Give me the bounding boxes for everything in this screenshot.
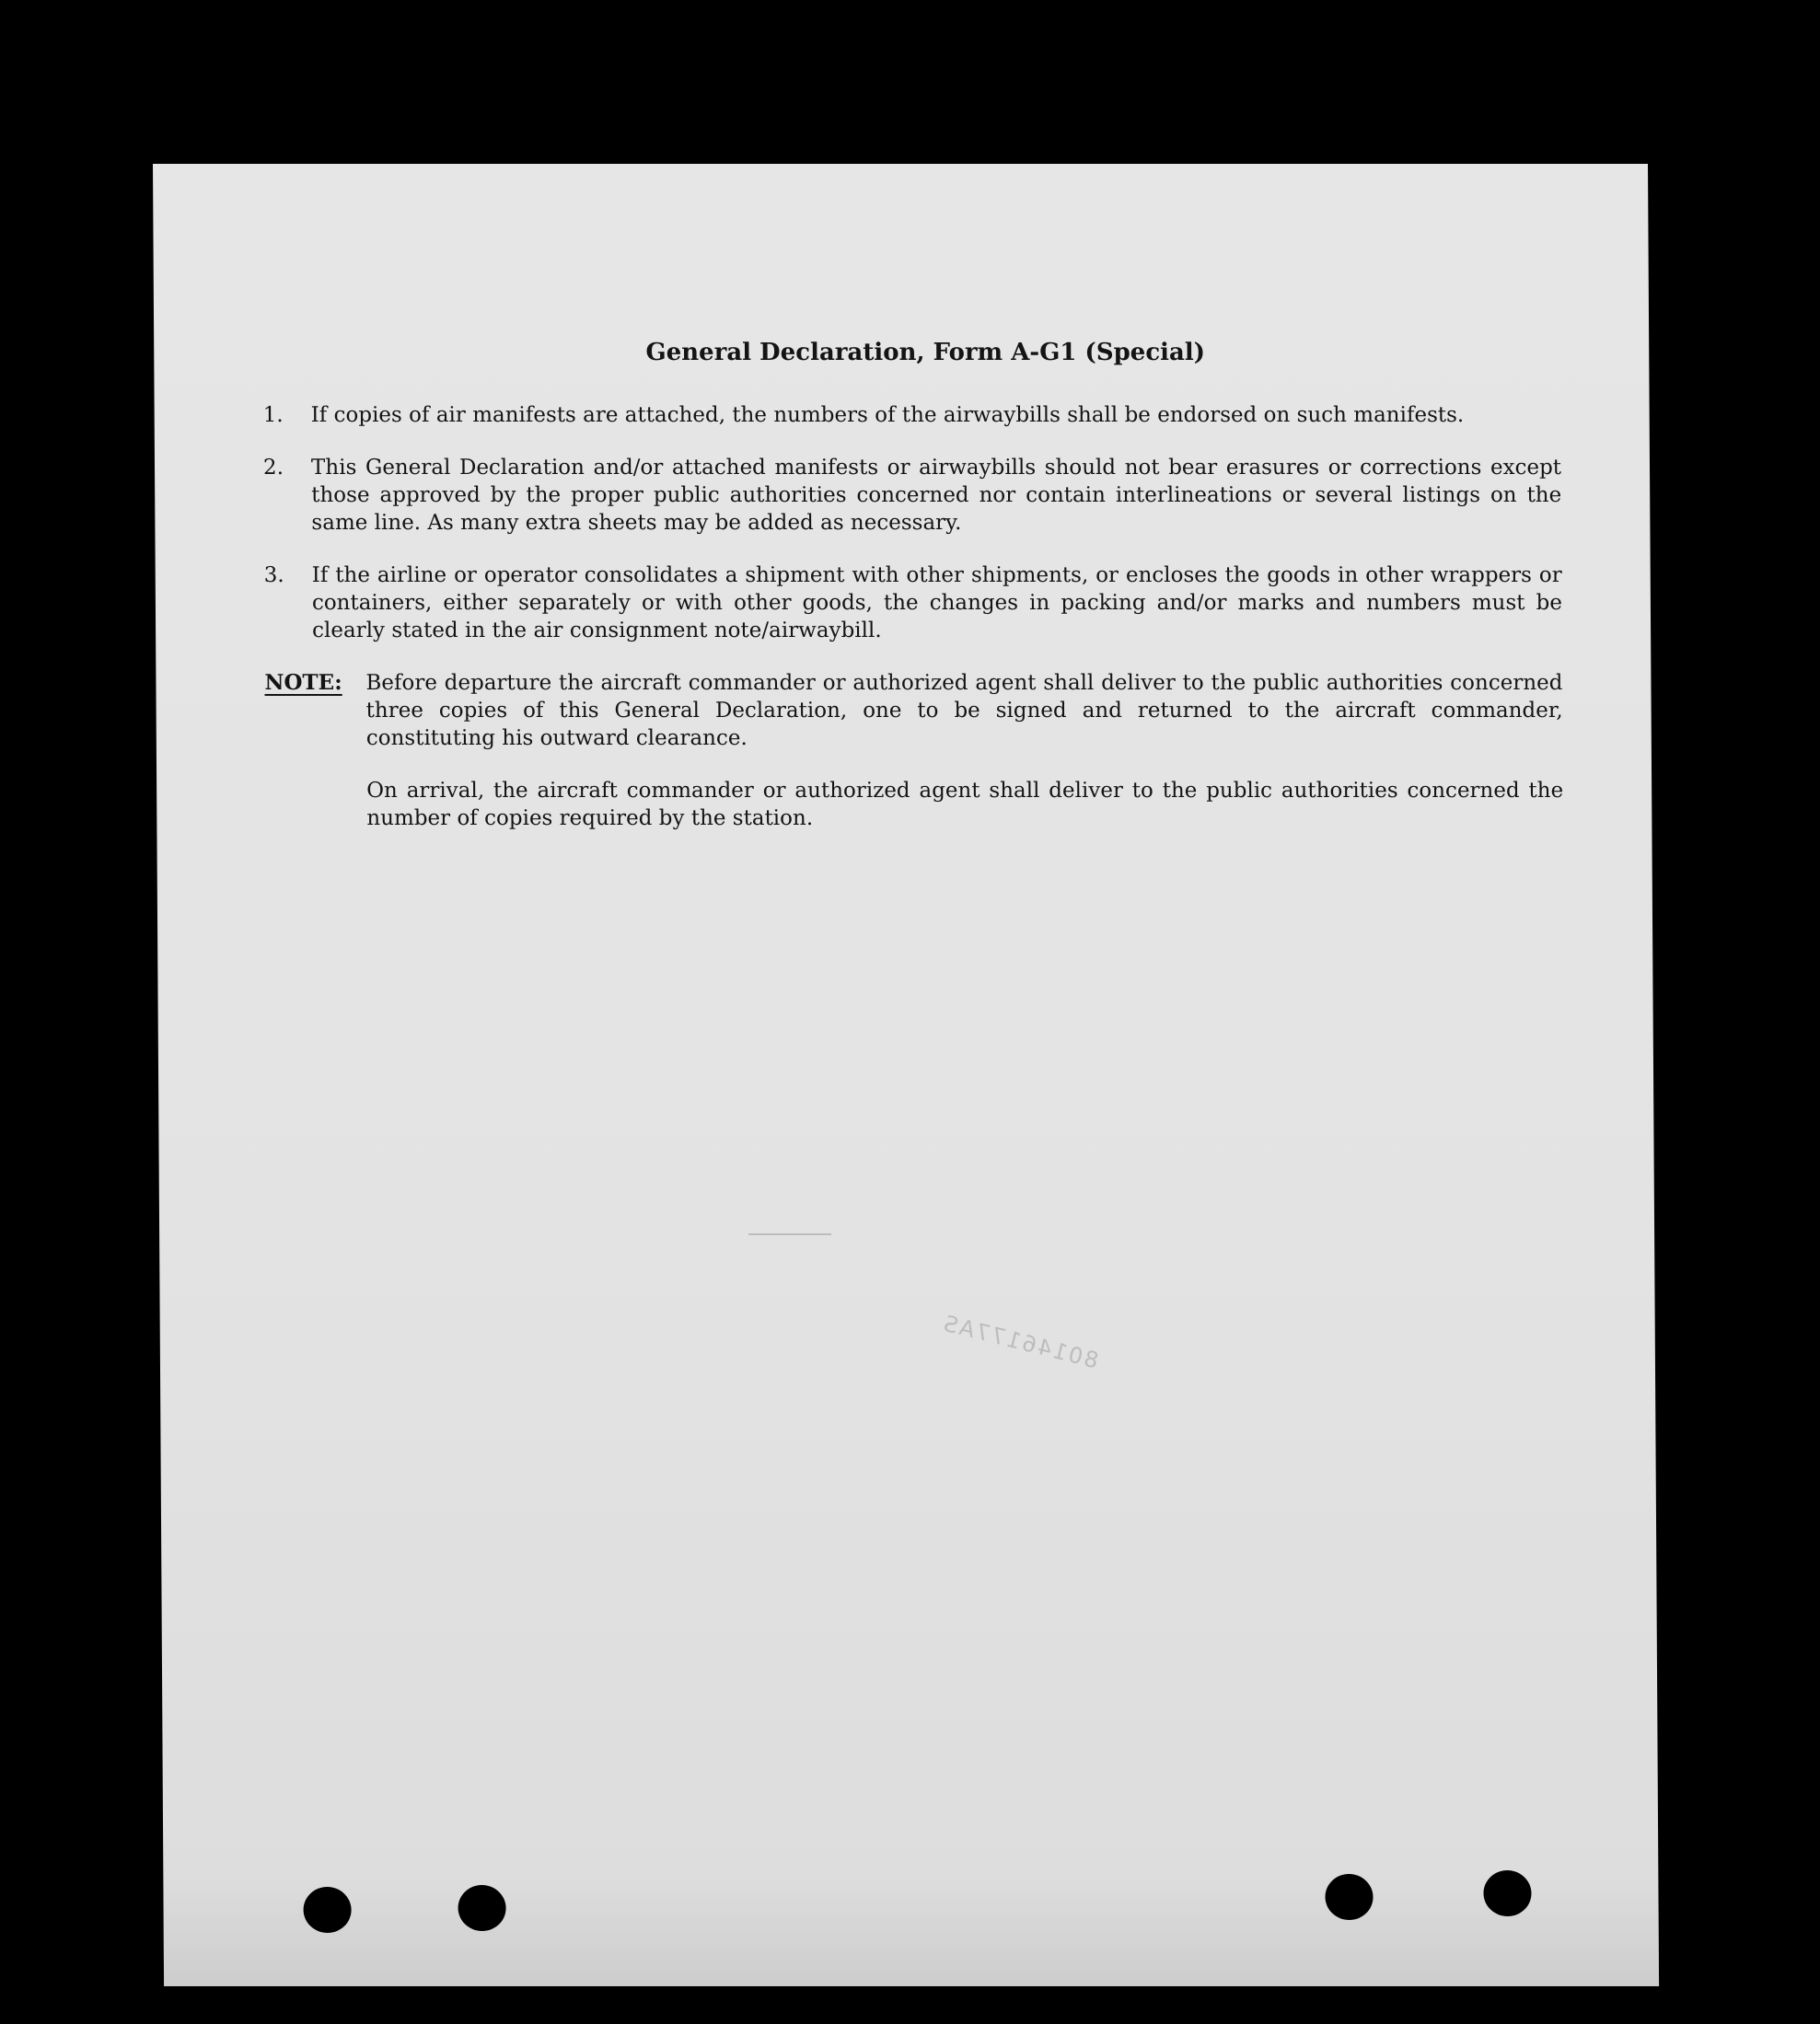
- item-text: This General Declaration and/or attached manifests or airwaybills should not bear erasures or corrections except those approved by the proper public authorities concerned nor contain interlineations or several listings on the same line. As many extra sheets may be added as necessary.: [310, 456, 1562, 535]
- note-body: [365, 669, 1563, 857]
- item-number: 2.: [262, 456, 284, 480]
- punch-hole: [458, 1885, 505, 1931]
- faint-rule: [748, 1233, 831, 1235]
- faded-stamp: 80146177AS: [939, 1310, 1102, 1374]
- note-section: [264, 669, 1563, 857]
- note-paragraph: Before departure the aircraft commander or authorized agent shall deliver to the public authorities concerned three copies of this General Declaration, one to be signed and returned to the aircraft commander, constituting his outward clearance.: [365, 671, 1563, 750]
- punch-hole: [1483, 1870, 1531, 1916]
- list-item: [263, 454, 1562, 537]
- punch-hole: [303, 1887, 351, 1933]
- bottom-smudge: [163, 1876, 1659, 1986]
- document-title: General Declaration, Form A-G1 (Special): [645, 339, 1206, 366]
- item-text: If copies of air manifests are attached, the numbers of the airwaybills shall be endorsed on such manifests.: [310, 403, 1465, 427]
- list-item: [263, 401, 1561, 429]
- list-item: [264, 561, 1563, 644]
- item-number: 3.: [263, 563, 284, 587]
- note-paragraph: On arrival, the aircraft commander or authorized agent shall deliver to the public authorities concerned the number of copies required by the station.: [366, 779, 1564, 830]
- document-page: [153, 164, 1659, 1986]
- item-text: If the airline or operator consolidates a shipment with other shipments, or encloses the goods in other wrappers or containers, either separately or with other goods, the changes in packing and/or marks and numbers must be clearly stated in the air consignment note/airwaybill.: [311, 563, 1562, 642]
- note-label: NOTE:: [264, 670, 342, 695]
- item-number: 1.: [262, 403, 284, 427]
- document-content: [262, 339, 1563, 857]
- punch-hole: [1325, 1874, 1373, 1920]
